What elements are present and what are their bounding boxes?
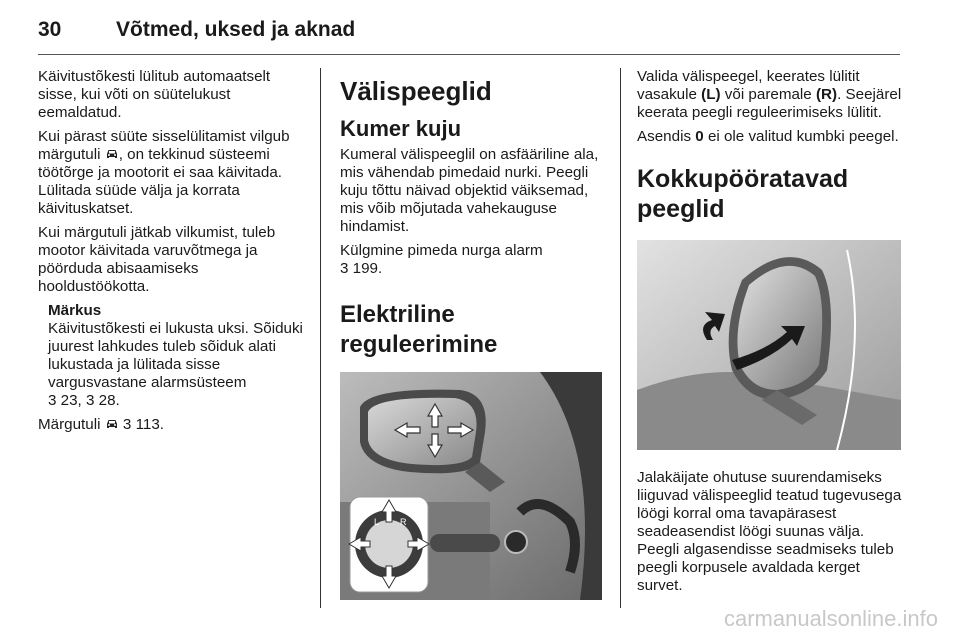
header-rule [38,54,900,55]
paragraph: Kui märgutuli jätkab vilkumist, tuleb mootor käivitada varuvõtmega ja pöörduda abisaamiseks hooldustöökotta. [38,224,276,295]
note-refs: 3 23, 3 28. [48,392,120,409]
column-1 [38,68,308,440]
note-heading: Märkus [48,302,102,319]
column-2 [340,68,602,605]
paragraph: Kumeral välispeeglil on asfääriline ala, mis vähendab pimedaid nurki. Peegli kuju tõttu näivad objektid väiksemad, mis võib mõjutada vahekauguse hindamist. [340,146,599,235]
section-heading: Välispeeglid [340,76,492,106]
car-key-warning-icon [105,147,119,159]
subsection-heading: Kokkupööratavad peeglid [637,165,849,223]
column-3 [637,68,902,601]
mirror-adjust-illustration [340,372,602,600]
subsection-heading: Elektriline reguleerimine [340,301,498,358]
note-text: Käivitustõkesti ei lukusta uksi. Sõiduki juurest lahkudes tuleb sõiduk alati lukustada ja lülitada sisse vargusvastane alarmsüsteem [48,320,303,391]
note-box [48,302,308,410]
switch-label-left: L [374,517,380,527]
page-number: 30 [38,18,62,41]
column-divider [620,68,621,608]
paragraph: Kui pärast süüte sisselülitamist vilgub märgutuli , on tekkinud süsteemi töötõrge ja mootorit ei saa käivitada. Lülitada süüde välja ja korrata käivituskatset. [38,128,290,217]
page-title: Võtmed, uksed ja aknad [116,18,356,41]
column-divider [320,68,321,608]
paragraph: Valida välispeegel, keerates lülitit vasakule (L) või paremale (R). Seejärel keerata peegli reguleerimiseks lülitit. [637,68,902,121]
paragraph: Külgmine pimeda nurga alarm 3 199. [340,242,543,277]
switch-label-right: R [400,517,407,527]
car-key-warning-icon [105,417,119,429]
paragraph: Jalakäijate ohutuse suurendamiseks liiguvad välispeeglid teatud tugevusega löögi korral oma tavapärasest seadeasendist löögi suunas välja. Peegli algasendisse seadmiseks tuleb peegli korpusele avaldada kerget survet. [637,469,902,594]
paragraph: Märgutuli 3 113. [38,416,165,433]
paragraph: Asendis 0 ei ole valitud kumbki peegel. [637,128,899,145]
watermark: carmanualsonline.info [723,606,938,631]
paragraph: Käivitustõkesti lülitub automaatselt sisse, kui võti on süütelukust eemaldatud. [38,68,271,121]
folding-mirror-illustration [637,240,901,450]
subsection-heading: Kumer kuju [340,116,462,141]
